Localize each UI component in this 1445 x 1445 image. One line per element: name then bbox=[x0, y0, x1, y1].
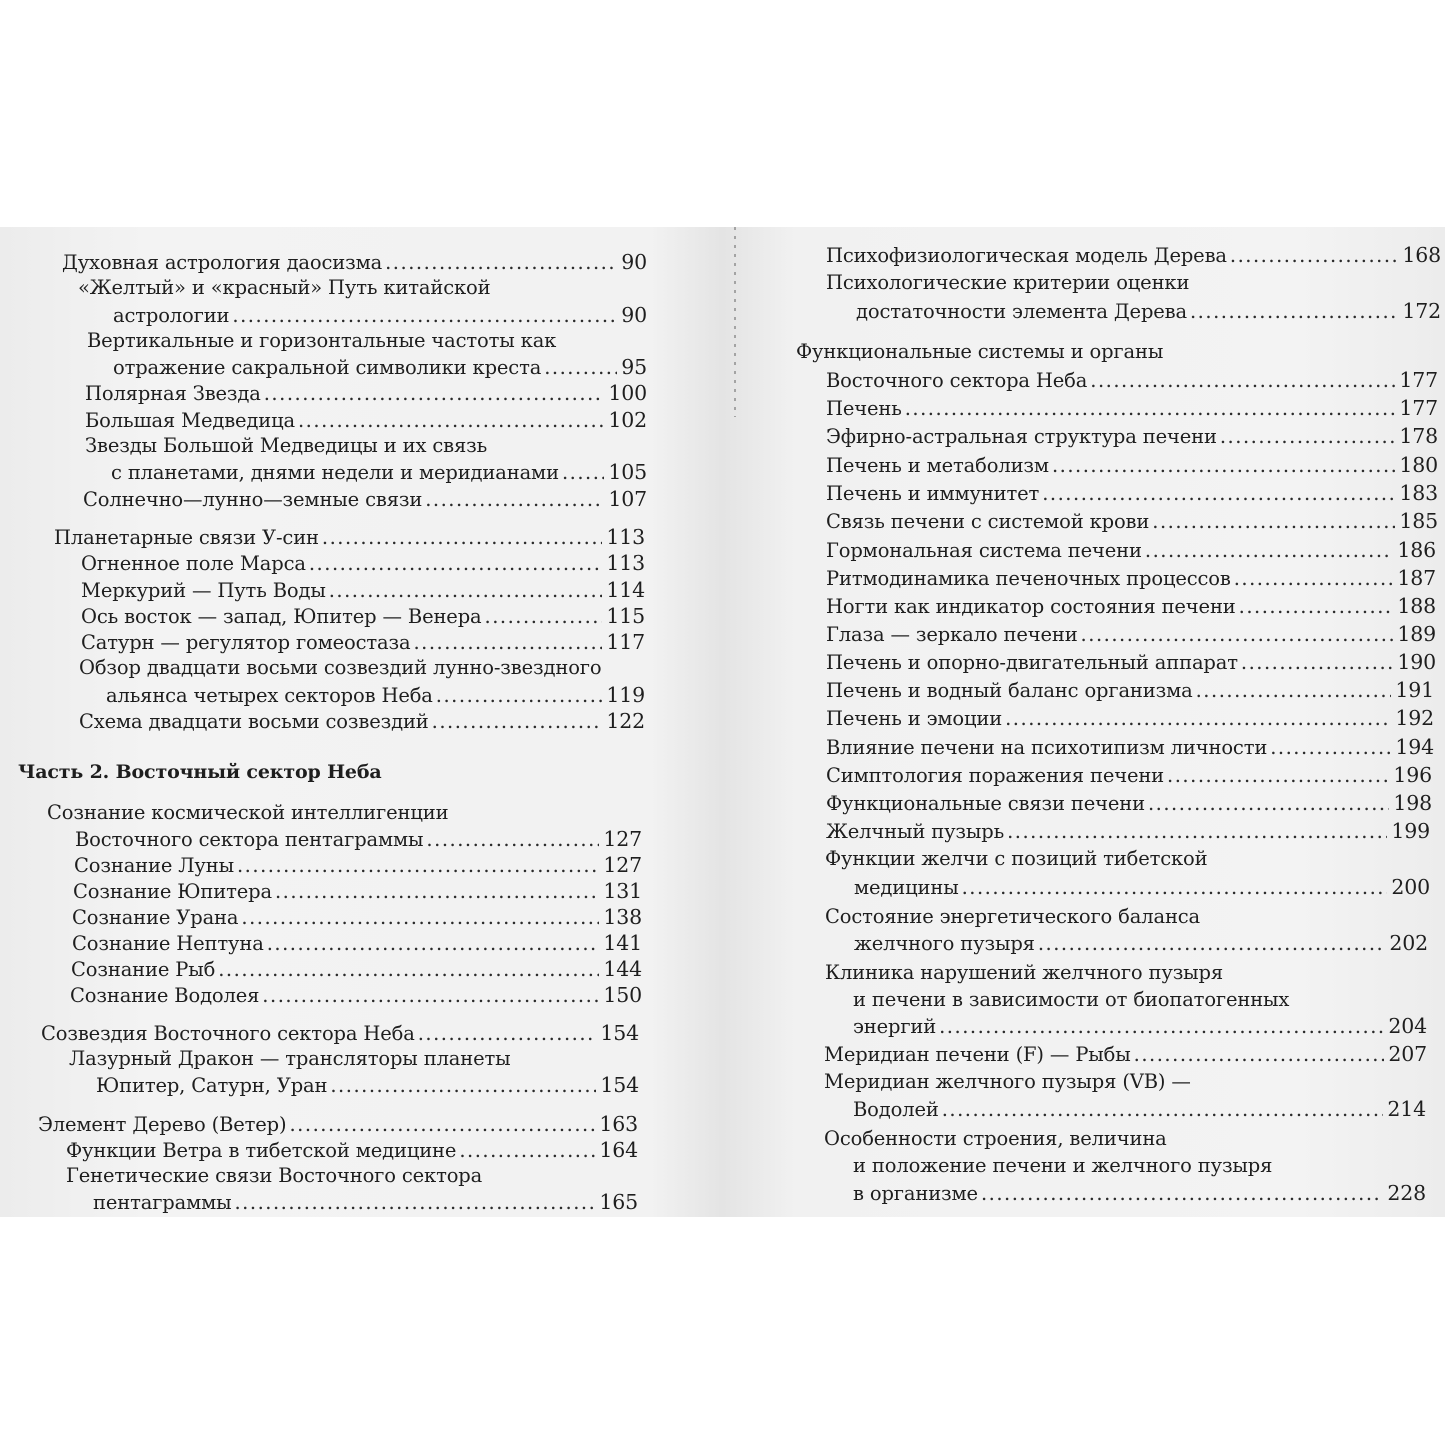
toc-entry bbox=[854, 874, 1430, 901]
toc-entry-page: 207 bbox=[1388, 1042, 1427, 1066]
leader-dots bbox=[267, 931, 600, 957]
leader-dots bbox=[1196, 678, 1392, 704]
toc-entry-page: 186 bbox=[1397, 538, 1436, 562]
toc-entry-title: Особенности строения, величина bbox=[824, 1127, 1167, 1150]
leader-dots bbox=[1052, 453, 1395, 479]
toc-entry-page: 154 bbox=[600, 1073, 639, 1097]
toc-entry-page: 177 bbox=[1399, 396, 1438, 420]
leader-dots bbox=[432, 709, 603, 735]
toc-entry-title: Психологические критерии оценки bbox=[826, 271, 1190, 294]
toc-entry-title: Вертикальные и горизонтальные частоты как bbox=[87, 329, 557, 352]
toc-entry-title: и печени в зависимости от биопатогенных bbox=[853, 988, 1290, 1011]
toc-entry bbox=[853, 1180, 1426, 1207]
leader-dots bbox=[562, 460, 604, 486]
leader-dots bbox=[1152, 509, 1395, 535]
toc-entry-title: Меридиан желчного пузыря (VB) — bbox=[824, 1070, 1191, 1093]
left-page bbox=[0, 227, 730, 1217]
toc-entry-title: альянса четырех секторов Неба bbox=[106, 684, 433, 707]
toc-entry-title: Сознание космической интеллигенции bbox=[47, 801, 449, 824]
toc-entry-title: Ритмодинамика печеночных процессов bbox=[826, 567, 1231, 590]
toc-entry-title: Функциональные связи печени bbox=[826, 792, 1145, 815]
toc-entry bbox=[113, 302, 647, 329]
toc-entry bbox=[826, 508, 1438, 535]
leader-dots bbox=[1270, 735, 1391, 761]
leader-dots bbox=[385, 250, 617, 276]
toc-entry-page: 191 bbox=[1395, 678, 1434, 702]
leader-dots bbox=[544, 355, 617, 381]
toc-entry-page: 180 bbox=[1399, 453, 1438, 477]
leader-dots bbox=[309, 551, 602, 577]
leader-dots bbox=[962, 875, 1388, 901]
toc-entry bbox=[81, 550, 645, 577]
toc-entry bbox=[73, 878, 642, 905]
toc-entry-title: Психофизиологическая модель Дерева bbox=[826, 244, 1227, 267]
toc-entry bbox=[72, 904, 642, 931]
toc-entry bbox=[826, 734, 1434, 761]
toc-entry bbox=[824, 1041, 1427, 1068]
toc-entry bbox=[71, 956, 642, 983]
toc-entry-page: 188 bbox=[1397, 594, 1436, 618]
toc-entry-page: 204 bbox=[1388, 1014, 1427, 1038]
toc-entry-title: Эфирно-астральная структура печени bbox=[826, 425, 1217, 448]
toc-entry-title: Юпитер, Сатурн, Уран bbox=[96, 1074, 328, 1097]
toc-entry bbox=[826, 818, 1430, 845]
toc-entry-title: Гормональная система печени bbox=[826, 539, 1142, 562]
toc-entry-title: Восточного сектора пентаграммы bbox=[75, 828, 424, 851]
toc-entry-page: 194 bbox=[1395, 735, 1434, 759]
toc-entry-title: Влияние печени на психотипизм личности bbox=[826, 736, 1268, 759]
toc-entry-title: Печень и иммунитет bbox=[826, 482, 1040, 505]
toc-entry bbox=[826, 649, 1436, 676]
leader-dots bbox=[289, 1112, 595, 1138]
toc-entry bbox=[81, 577, 645, 604]
toc-entry-title: астрологии bbox=[113, 304, 230, 327]
toc-entry-page: 100 bbox=[608, 381, 647, 405]
toc-entry-page: 198 bbox=[1393, 791, 1432, 815]
toc-entry-page: 199 bbox=[1391, 819, 1430, 843]
toc-entry bbox=[113, 354, 647, 381]
toc-entry bbox=[106, 682, 645, 709]
toc-entry-title: Планетарные связи У-син bbox=[54, 526, 319, 549]
toc-entry-page: 138 bbox=[603, 905, 642, 929]
toc-entry-title: и положение печени и желчного пузыря bbox=[853, 1154, 1273, 1177]
leader-dots bbox=[485, 604, 603, 630]
leader-dots bbox=[237, 853, 599, 879]
toc-entry-page: 202 bbox=[1389, 931, 1428, 955]
leader-dots bbox=[426, 827, 599, 853]
leader-dots bbox=[942, 1097, 1384, 1123]
toc-entry-title: Глаза — зеркало печени bbox=[826, 623, 1078, 646]
toc-entry bbox=[826, 423, 1438, 450]
toc-entry-title: Огненное поле Марса bbox=[81, 552, 306, 575]
toc-entry-page: 192 bbox=[1395, 706, 1434, 730]
leader-dots bbox=[1007, 819, 1387, 845]
leader-dots bbox=[1081, 622, 1394, 648]
book-spread bbox=[0, 227, 1445, 1217]
toc-entry-title: достаточности элемента Дерева bbox=[856, 300, 1187, 323]
toc-entry-page: 154 bbox=[600, 1021, 639, 1045]
toc-entry-page: 189 bbox=[1397, 622, 1436, 646]
toc-entry-title: Функции Ветра в тибетской медицине bbox=[66, 1139, 457, 1162]
toc-entry-title: Восточного сектора Неба bbox=[826, 369, 1088, 392]
toc-entry bbox=[96, 1072, 639, 1099]
toc-entry-title: пентаграммы bbox=[93, 1191, 232, 1214]
leader-dots bbox=[264, 381, 605, 407]
leader-dots bbox=[1234, 566, 1394, 592]
toc-entry-page: 90 bbox=[621, 303, 647, 327]
leader-dots bbox=[1239, 594, 1394, 620]
toc-entry bbox=[826, 762, 1432, 789]
toc-entry bbox=[854, 930, 1428, 957]
toc-entry bbox=[81, 629, 645, 656]
toc-entry-title: Печень и опорно-двигательный аппарат bbox=[826, 651, 1238, 674]
leader-dots bbox=[232, 303, 617, 329]
toc-entry bbox=[853, 1013, 1427, 1040]
toc-entry bbox=[826, 621, 1436, 648]
toc-entry-page: 144 bbox=[603, 957, 642, 981]
toc-entry-title: Духовная астрология даосизма bbox=[62, 251, 383, 274]
toc-entry bbox=[826, 242, 1441, 269]
toc-entry bbox=[41, 1020, 639, 1047]
toc-entry-page: 127 bbox=[603, 827, 642, 851]
toc-entry bbox=[72, 930, 642, 957]
leader-dots bbox=[459, 1138, 595, 1164]
toc-entry-page: 113 bbox=[606, 525, 645, 549]
toc-entry-title: отражение сакральной символики креста bbox=[113, 356, 542, 379]
toc-entry-page: 150 bbox=[603, 983, 642, 1007]
toc-entry-title: Функциональные системы и органы bbox=[796, 340, 1164, 363]
toc-entry-page: 178 bbox=[1399, 424, 1438, 448]
toc-entry-page: 141 bbox=[603, 931, 642, 955]
toc-entry-title: в организме bbox=[853, 1182, 978, 1205]
toc-entry-page: 102 bbox=[608, 408, 647, 432]
toc-entry-title: Полярная Звезда bbox=[85, 382, 261, 405]
toc-entry-title: Сознание Рыб bbox=[71, 958, 216, 981]
leader-dots bbox=[1005, 706, 1391, 732]
toc-entry-title: Состояние энергетического баланса bbox=[825, 905, 1201, 928]
toc-entry-title: Симптология поражения печени bbox=[826, 764, 1165, 787]
toc-entry-title: Созвездия Восточного сектора Неба bbox=[41, 1022, 415, 1045]
toc-entry-title: Лазурный Дракон — трансляторы планеты bbox=[69, 1047, 511, 1070]
toc-entry-title: Схема двадцати восьми созвездий bbox=[79, 710, 429, 733]
toc-entry-title: Функции желчи с позиций тибетской bbox=[825, 847, 1208, 870]
toc-entry-page: 187 bbox=[1397, 566, 1436, 590]
toc-entry-page: 107 bbox=[608, 487, 647, 511]
toc-entry-title: Элемент Дерево (Ветер) bbox=[38, 1113, 287, 1136]
toc-entry-title: Сознание Юпитера bbox=[73, 880, 272, 903]
toc-entry-page: 105 bbox=[608, 460, 647, 484]
leader-dots bbox=[939, 1014, 1384, 1040]
leader-dots bbox=[1038, 931, 1386, 957]
leader-dots bbox=[218, 957, 599, 983]
toc-entry-page: 185 bbox=[1399, 509, 1438, 533]
toc-entry bbox=[74, 852, 642, 879]
toc-entry-page: 114 bbox=[606, 578, 645, 602]
toc-entry bbox=[54, 524, 645, 551]
leader-dots bbox=[425, 487, 604, 513]
toc-entry-title: Сознание Водолея bbox=[70, 984, 260, 1007]
toc-entry-page: 164 bbox=[599, 1138, 638, 1162]
toc-entry bbox=[38, 1111, 638, 1138]
toc-entry-title: Меридиан печени (F) — Рыбы bbox=[824, 1043, 1131, 1066]
toc-entry bbox=[85, 380, 647, 407]
toc-entry bbox=[62, 249, 647, 276]
toc-entry bbox=[111, 459, 647, 486]
toc-entry bbox=[826, 677, 1434, 704]
toc-entry-title: Сатурн — регулятор гомеостаза bbox=[81, 631, 411, 654]
toc-entry-title: Ось восток — запад, Юпитер — Венера bbox=[81, 605, 482, 628]
toc-entry bbox=[856, 298, 1441, 325]
toc-entry bbox=[79, 708, 645, 735]
toc-entry-title: Печень и водный баланс организма bbox=[826, 679, 1193, 702]
toc-entry-title: Печень bbox=[826, 397, 902, 420]
toc-entry bbox=[83, 486, 647, 513]
toc-entry bbox=[826, 537, 1436, 564]
leader-dots bbox=[1148, 791, 1389, 817]
toc-entry-title: Меркурий — Путь Воды bbox=[81, 579, 326, 602]
part-heading: Часть 2. Восточный сектор Неба bbox=[18, 761, 382, 783]
leader-dots bbox=[1042, 481, 1395, 507]
leader-dots bbox=[981, 1181, 1383, 1207]
toc-entry bbox=[853, 1096, 1426, 1123]
toc-entry bbox=[85, 407, 647, 434]
toc-entry-title: Обзор двадцати восьми созвездий лунно-звездного bbox=[79, 656, 602, 679]
toc-entry bbox=[66, 1137, 638, 1164]
toc-entry bbox=[81, 603, 645, 630]
leader-dots bbox=[1241, 650, 1393, 676]
toc-entry-title: Сознание Урана bbox=[72, 906, 239, 929]
leader-dots bbox=[329, 578, 603, 604]
toc-entry bbox=[826, 593, 1436, 620]
toc-entry-page: 168 bbox=[1402, 243, 1441, 267]
toc-entry-title: Солнечно—лунно—земные связи bbox=[83, 488, 423, 511]
toc-entry bbox=[826, 452, 1438, 479]
toc-entry-page: 163 bbox=[599, 1112, 638, 1136]
toc-entry-page: 131 bbox=[603, 879, 642, 903]
toc-entry-page: 177 bbox=[1399, 368, 1438, 392]
leader-dots bbox=[275, 879, 599, 905]
toc-entry bbox=[93, 1189, 638, 1216]
toc-entry-page: 117 bbox=[606, 630, 645, 654]
toc-entry bbox=[826, 705, 1434, 732]
toc-entry-page: 115 bbox=[606, 604, 645, 628]
toc-entry bbox=[826, 395, 1438, 422]
toc-entry-title: Звезды Большой Медведицы и их связь bbox=[85, 434, 488, 457]
toc-entry-page: 122 bbox=[606, 709, 645, 733]
toc-entry-title: медицины bbox=[854, 876, 959, 899]
leader-dots bbox=[322, 525, 602, 551]
leader-dots bbox=[330, 1073, 596, 1099]
leader-dots bbox=[1134, 1042, 1385, 1068]
toc-entry-page: 190 bbox=[1397, 650, 1436, 674]
leader-dots bbox=[1230, 243, 1398, 269]
leader-dots bbox=[234, 1190, 595, 1216]
toc-entry-title: Печень и эмоции bbox=[826, 707, 1003, 730]
toc-entry-title: желчного пузыря bbox=[854, 932, 1035, 955]
toc-entry-title: Водолей bbox=[853, 1098, 939, 1121]
toc-entry bbox=[826, 790, 1432, 817]
toc-entry-page: 165 bbox=[599, 1190, 638, 1214]
toc-entry-title: Большая Медведица bbox=[85, 409, 295, 432]
leader-dots bbox=[298, 408, 604, 434]
toc-entry-page: 95 bbox=[621, 355, 647, 379]
toc-entry-title: Связь печени с системой крови bbox=[826, 510, 1150, 533]
leader-dots bbox=[418, 1021, 597, 1047]
toc-entry-title: Сознание Луны bbox=[74, 854, 234, 877]
toc-entry-page: 127 bbox=[603, 853, 642, 877]
toc-entry-title: «Желтый» и «красный» Путь китайской bbox=[78, 276, 491, 299]
toc-entry-title: энергий bbox=[853, 1015, 937, 1038]
leader-dots bbox=[1220, 424, 1395, 450]
toc-entry bbox=[826, 367, 1438, 394]
toc-entry-title: Клиника нарушений желчного пузыря bbox=[825, 961, 1224, 984]
toc-entry-page: 172 bbox=[1402, 299, 1441, 323]
leader-dots bbox=[241, 905, 599, 931]
leader-dots bbox=[1167, 763, 1389, 789]
leader-dots bbox=[436, 683, 603, 709]
toc-entry-title: Желчный пузырь bbox=[826, 820, 1005, 843]
toc-entry-page: 196 bbox=[1393, 763, 1432, 787]
toc-entry-page: 200 bbox=[1391, 875, 1430, 899]
leader-dots bbox=[413, 630, 602, 656]
toc-entry bbox=[826, 565, 1436, 592]
right-page bbox=[730, 227, 1445, 1217]
toc-entry-title: Генетические связи Восточного сектора bbox=[66, 1164, 483, 1187]
leader-dots bbox=[905, 396, 1396, 422]
toc-entry bbox=[75, 826, 642, 853]
toc-entry bbox=[826, 480, 1438, 507]
leader-dots bbox=[1145, 538, 1393, 564]
toc-entry-title: с планетами, днями недели и меридианами bbox=[111, 461, 559, 484]
leader-dots bbox=[262, 983, 599, 1009]
toc-entry-title: Печень и метаболизм bbox=[826, 454, 1049, 477]
toc-entry-page: 90 bbox=[621, 250, 647, 274]
toc-entry-page: 113 bbox=[606, 551, 645, 575]
toc-entry-title: Ногти как индикатор состояния печени bbox=[826, 595, 1236, 618]
toc-entry-page: 183 bbox=[1399, 481, 1438, 505]
toc-entry bbox=[70, 982, 642, 1009]
toc-entry-page: 214 bbox=[1387, 1097, 1426, 1121]
toc-entry-page: 119 bbox=[606, 683, 645, 707]
toc-entry-title: Сознание Нептуна bbox=[72, 932, 264, 955]
leader-dots bbox=[1090, 368, 1395, 394]
toc-entry-page: 228 bbox=[1387, 1181, 1426, 1205]
leader-dots bbox=[1190, 299, 1398, 325]
